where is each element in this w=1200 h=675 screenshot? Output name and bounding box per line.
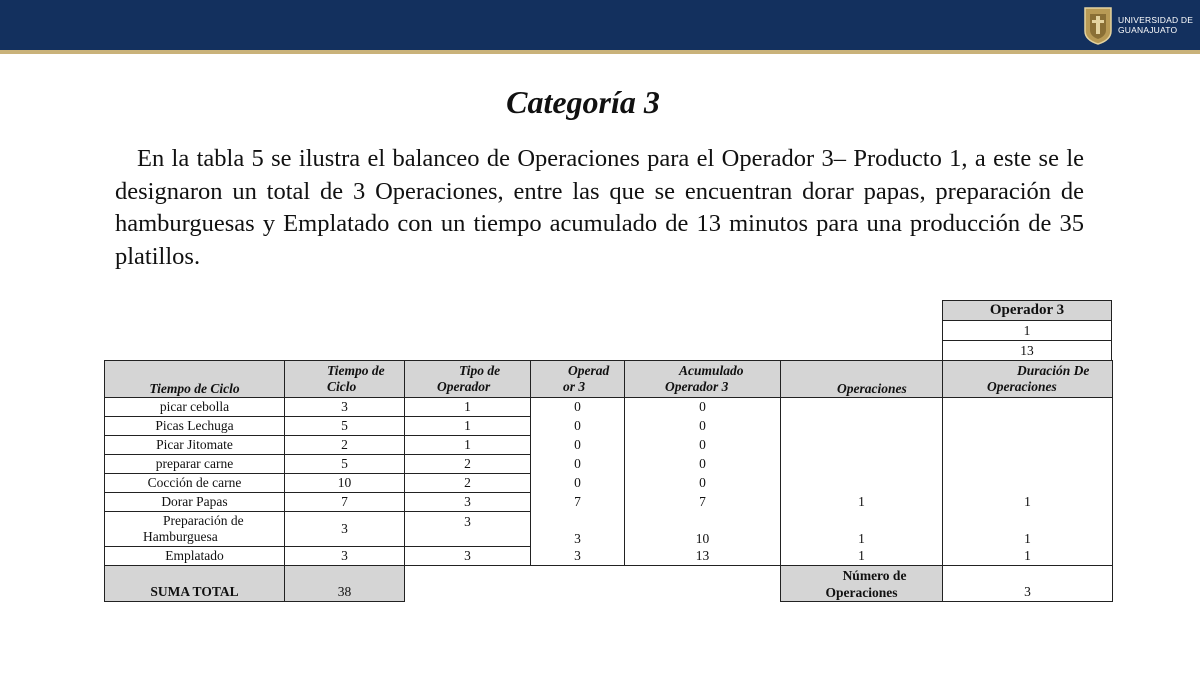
operator-summary-table [942, 300, 1112, 361]
row-dur [943, 417, 1113, 436]
row-name: Emplatado [105, 547, 285, 566]
row-op3: 0 [531, 417, 625, 436]
row-acum: 10 [625, 512, 781, 547]
logo-line-2: GUANAJUATO [1118, 25, 1178, 35]
row-tiempo: 3 [285, 512, 405, 547]
row-dur [943, 455, 1113, 474]
row-ops: 1 [781, 547, 943, 566]
header-tiempo-ciclo: Tiempo de Ciclo [285, 361, 405, 398]
row-acum: 7 [625, 493, 781, 512]
header-duracion: Duración De Operaciones [943, 361, 1113, 398]
num-operaciones-label: Número de Operaciones [781, 566, 943, 602]
table-row [105, 493, 1113, 512]
operations-balance-table [104, 360, 1113, 602]
row-tiempo: 3 [285, 547, 405, 566]
header-operador-3: Operad or 3 [531, 361, 625, 398]
table-row [105, 474, 1113, 493]
row-name: Picas Lechuga [105, 417, 285, 436]
row-tipo: 2 [405, 474, 531, 493]
slide-title: Categoría 3 [506, 84, 660, 120]
header-tipo-operador: Tipo de Operador [405, 361, 531, 398]
row-tiempo: 7 [285, 493, 405, 512]
row-name: Dorar Papas [105, 493, 285, 512]
row-name: Preparación de Hamburguesa [105, 512, 285, 547]
row-acum: 0 [625, 398, 781, 417]
row-ops [781, 455, 943, 474]
row-dur: 1 [943, 493, 1113, 512]
row-op3: 0 [531, 455, 625, 474]
row-name: preparar carne [105, 455, 285, 474]
row-tipo: 1 [405, 417, 531, 436]
university-logo [1082, 5, 1193, 45]
table-header-row [105, 361, 1113, 398]
description-paragraph: En la tabla 5 se ilustra el balanceo de Operaciones para el Operador 3– Producto 1, a este se le designaron un total de 3 Operaciones, entre las que se encuentran dorar papas, preparación de hamburguesas y Emplatado con un tiempo acumulado de 13 minutos para una producción de 35 platillos. [115, 145, 1084, 270]
row-tipo: 2 [405, 455, 531, 474]
row-ops [781, 398, 943, 417]
row-tipo: 3 [405, 512, 531, 547]
row-tipo: 3 [405, 493, 531, 512]
total-row [105, 566, 1113, 602]
row-tiempo: 3 [285, 398, 405, 417]
row-op3: 3 [531, 547, 625, 566]
row-dur: 1 [943, 547, 1113, 566]
header-tiempo-ciclo-label: Tiempo de Ciclo [105, 361, 285, 398]
row-tipo: 1 [405, 398, 531, 417]
table-row [105, 512, 1113, 547]
row-op3: 7 [531, 493, 625, 512]
header-accent-line [0, 50, 1200, 54]
total-value: 38 [285, 566, 405, 602]
row-ops [781, 417, 943, 436]
row-op3: 0 [531, 436, 625, 455]
table-row [105, 398, 1113, 417]
row-acum: 0 [625, 436, 781, 455]
row-ops: 1 [781, 493, 943, 512]
row-name: Picar Jitomate [105, 436, 285, 455]
table-row [105, 417, 1113, 436]
operator-title: Operador 3 [943, 301, 1112, 321]
row-ops: 1 [781, 512, 943, 547]
row-acum: 0 [625, 455, 781, 474]
table-row [105, 455, 1113, 474]
university-seal-icon [1082, 5, 1114, 45]
row-tiempo: 5 [285, 417, 405, 436]
operator-value-2: 13 [943, 341, 1112, 361]
row-tipo: 1 [405, 436, 531, 455]
header-acumulado: Acumulado Operador 3 [625, 361, 781, 398]
row-dur [943, 436, 1113, 455]
row-dur: 1 [943, 512, 1113, 547]
total-label: SUMA TOTAL [105, 566, 285, 602]
row-name: Cocción de carne [105, 474, 285, 493]
row-ops [781, 436, 943, 455]
table-row [105, 547, 1113, 566]
header-operaciones: Operaciones [781, 361, 943, 398]
row-acum: 0 [625, 417, 781, 436]
operator-value-1: 1 [943, 321, 1112, 341]
row-acum: 0 [625, 474, 781, 493]
row-op3: 0 [531, 398, 625, 417]
table-row [105, 436, 1113, 455]
row-tipo: 3 [405, 547, 531, 566]
row-op3: 0 [531, 474, 625, 493]
num-operaciones-value: 3 [943, 566, 1113, 602]
row-op3: 3 [531, 512, 625, 547]
row-name: picar cebolla [105, 398, 285, 417]
row-tiempo: 5 [285, 455, 405, 474]
row-tiempo: 2 [285, 436, 405, 455]
header-bar [0, 0, 1200, 50]
row-ops [781, 474, 943, 493]
row-tiempo: 10 [285, 474, 405, 493]
row-acum: 13 [625, 547, 781, 566]
row-dur [943, 474, 1113, 493]
row-dur [943, 398, 1113, 417]
logo-line-1: UNIVERSIDAD DE [1118, 15, 1194, 25]
